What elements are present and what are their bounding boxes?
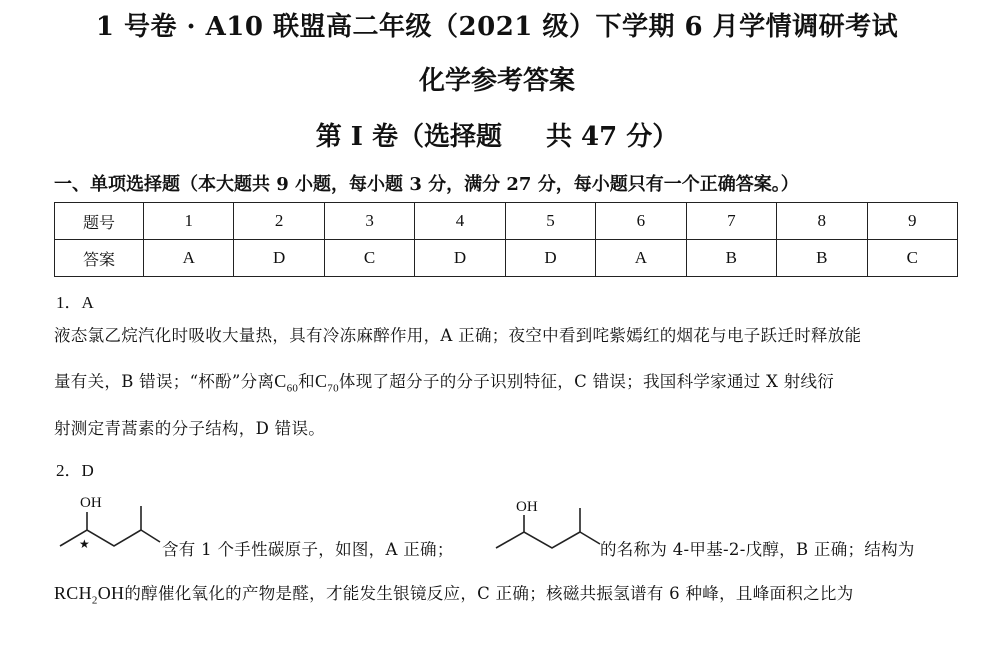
question-row-label: 题号 <box>55 203 144 240</box>
q1-line2-part-b: 体现了超分子的分子识别特征，C 错误；我国科学家通过 X 射线衍 <box>338 372 835 391</box>
q2-line2-rest: 的醇催化氧化的产物是醛，才能发生银镜反应，C 正确；核磁共振氢谱有 6 种峰，且峰面积之比为 <box>124 584 854 603</box>
q1-line2-part-a: 量有关，B 错误；“杯酚”分离 <box>54 372 275 391</box>
answer-cell: B <box>777 240 867 277</box>
answer-row-label: 答案 <box>55 240 144 277</box>
part-title-left: 第 Ⅰ 卷（选择题 <box>315 122 502 152</box>
q1-explanation-line3: 射测定青蒿素的分子结构，D 错误。 <box>54 419 326 438</box>
answer-cell: A <box>596 240 686 277</box>
c70-formula: $C_{70}$ <box>314 371 339 395</box>
c60-formula: $C_{60}$ <box>274 371 299 395</box>
section-heading: 一、单项选择题（本大题共 9 小题，每小题 3 分，满分 27 分，每小题只有一个正确答案。） <box>54 174 799 195</box>
methyl-bond <box>141 530 160 542</box>
question-cell: 4 <box>415 203 505 240</box>
answer-cell: A <box>144 240 234 277</box>
molecule-structure <box>494 494 606 558</box>
skeleton-bonds <box>60 506 141 546</box>
exam-title: 1 号卷 · A10 联盟高二年级（2021 级）下学期 6 月学情调研考试 <box>95 12 899 42</box>
question-row <box>55 203 958 240</box>
answer-cell: B <box>686 240 776 277</box>
question-cell: 8 <box>777 203 867 240</box>
chiral-star-icon: ★ <box>79 537 90 551</box>
answer-cell: C <box>867 240 958 277</box>
skeleton-bonds <box>496 508 580 548</box>
rch2oh-formula: $RCH_2OH$ <box>54 583 125 607</box>
answer-table <box>54 202 958 277</box>
q1-explanation-line2 <box>54 368 960 395</box>
oh-label: OH <box>516 499 538 515</box>
answer-cell: D <box>505 240 595 277</box>
q1-number: 1．A <box>56 293 94 312</box>
answer-cell: D <box>234 240 324 277</box>
part-title <box>0 116 994 153</box>
q1-explanation-line1: 液态氯乙烷汽化时吸收大量热，具有冷冻麻醉作用，A 正确；夜空中看到咤紫嫣红的烟花与电子跃迁时释放能 <box>54 326 862 345</box>
answer-cell: D <box>415 240 505 277</box>
q2-text-a: 含有 1 个手性碳原子，如图，A 正确； <box>162 540 454 559</box>
question-cell: 2 <box>234 203 324 240</box>
question-cell: 1 <box>144 203 234 240</box>
part-title-right: 共 47 分） <box>545 122 679 152</box>
exam-subtitle: 化学参考答案 <box>418 66 575 96</box>
methyl-bond <box>580 532 600 544</box>
answer-cell: C <box>324 240 414 277</box>
q2-explanation-line2 <box>54 580 960 607</box>
q2-text-b: 的名称为 4-甲基-2-戊醇，B 正确；结构为 <box>600 540 915 559</box>
question-cell: 7 <box>686 203 776 240</box>
question-cell: 5 <box>505 203 595 240</box>
answer-row <box>55 240 958 277</box>
molecule-structure-with-chiral-center <box>56 490 166 558</box>
question-cell: 9 <box>867 203 958 240</box>
q2-number: 2．D <box>56 461 94 480</box>
question-cell: 3 <box>324 203 414 240</box>
question-cell: 6 <box>596 203 686 240</box>
oh-label: OH <box>80 495 102 511</box>
q1-line2-and: 和 <box>298 372 315 391</box>
